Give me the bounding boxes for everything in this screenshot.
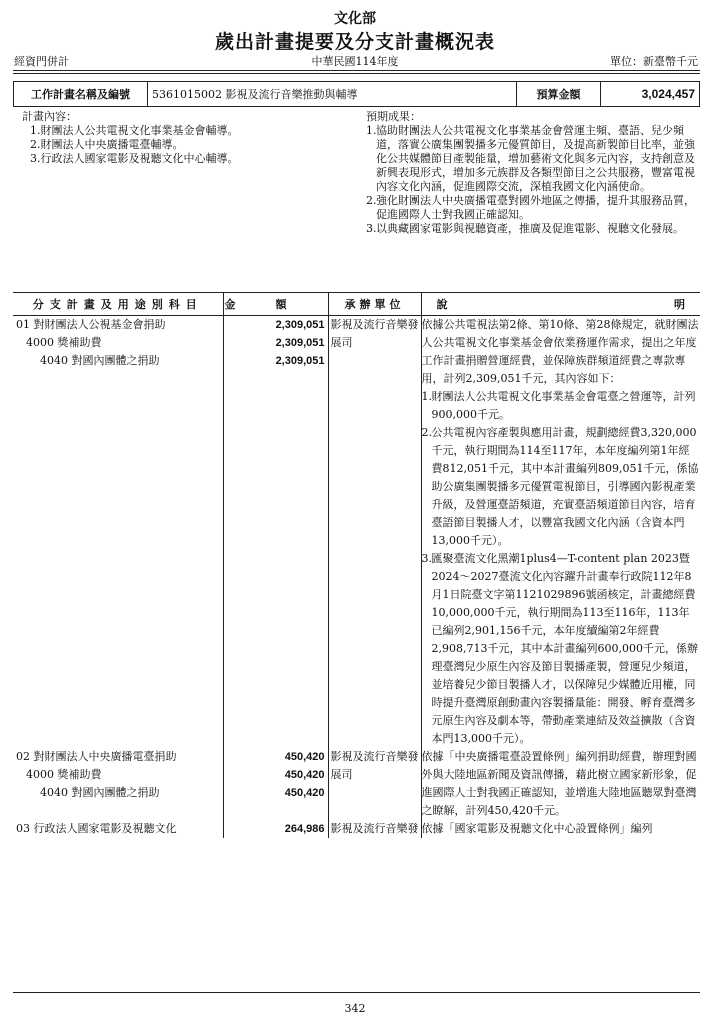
subject-name: 4040 對國內團體之捐助 — [40, 786, 160, 799]
agency-name: 展司 — [330, 336, 353, 349]
plan-content-item: 2.財團法人中央廣播電臺輔導。 — [30, 138, 184, 151]
result-number: 2. — [366, 194, 377, 207]
fund-type-note: 經資門併計 — [14, 55, 69, 68]
result-item — [366, 222, 696, 236]
description-intro: 依據「中央廣播電臺設置條例」編列捐助經費，辦理對國外與大陸地區新聞及資訊傳播，藉此樹立國家新形象，促進國際人士對我國正確認知，並增進大陸地區聽眾對臺灣之瞭解，計列450,420千元。 — [421, 750, 697, 817]
result-item — [366, 124, 696, 194]
fiscal-year: 中華民國114年度 — [311, 55, 399, 68]
amount-value: 450,420 — [284, 787, 325, 799]
table-row — [13, 316, 700, 749]
subject-name: 4040 對國內團體之捐助 — [40, 354, 160, 367]
col-header-description — [421, 293, 700, 316]
plan-header-table — [13, 81, 700, 107]
org-name: 文化部 — [334, 11, 376, 27]
result-text: 以典藏國家電影與視聽資產，推廣及促進電影、視聽文化發展。 — [376, 222, 684, 235]
result-item — [366, 194, 696, 222]
col-header-subject: 分支計畫及用途別科目 — [13, 293, 223, 316]
page-title: 歲出計畫提要及分支計畫概況表 — [214, 31, 495, 53]
description-item — [422, 550, 701, 748]
subject-name: 01 對財團法人公視基金會捐助 — [16, 318, 166, 331]
item-text: 公共電視內容產製與應用計畫，規劃總經費3,320,000千元，執行期間為114至117年，本年度編列第1年經費812,051千元，其中本計畫編列809,051千元，係協助公廣集團製播多元優質電視節目，引導國內影視產業升級，及營運臺語頻道，充實臺語頻道節目內容，培育臺語節目製播人才，以豐富我國文化內涵（含資本門13,000千元）。 — [431, 426, 699, 547]
col-header-agency: 承辦單位 — [328, 293, 421, 316]
budget-label: 預算金額 — [517, 82, 601, 107]
table-row — [13, 748, 700, 820]
item-text: 匯聚臺流文化黑潮1plus4—T-content plan 2023暨2024～2027臺流文化內容躍升計畫奉行政院112年8月1日院臺文字第1121029896號函核定，計畫總經費10,000,000千元，執行期間為113至116年，113年已編列2,901,156千元，本年度續編第2年經費2,908,713千元，其中本計畫編列600,000千元，係辦理臺灣兒少原生內容及節目製播產製，營運兒少頻道，並培養兒少節目製播人才，以保障兒少媒體近用權，同時提升臺灣原創動畫內容製播量能：開發、孵育臺灣多元原生內容及劇本等，帶動產業連結及效益擴散（含資本門13,000千元）。 — [431, 552, 698, 745]
plan-content — [22, 110, 352, 166]
result-text: 協助財團法人公共電視文化事業基金會營運主頻、臺語、兒少頻道，落實公廣集團製播多元優質節目，及提高新製節目比率，並強化公共媒體節目產製能量，增加藝術文化與多元內容，支持創意及新興表現形式，增加多元族群及各類型節目之公共服務，豐富電視內容文化內涵，促進國際交流，深植我國文化內涵使命。 — [376, 124, 695, 193]
amount-value: 2,309,051 — [275, 319, 325, 331]
currency-unit: 單位：新臺幣千元 — [610, 55, 698, 68]
description-item — [422, 388, 701, 424]
plan-content-label: 計畫內容： — [22, 110, 77, 123]
plan-name-label: 工作計畫名稱及編號 — [14, 82, 148, 107]
item-number: 3. — [421, 552, 432, 565]
expected-results — [366, 110, 696, 236]
budget-value: 3,024,457 — [601, 82, 700, 107]
agency-name: 影視及流行音樂發 — [330, 750, 419, 763]
page-number: 342 — [344, 1002, 366, 1015]
col-header-description-a: 說 — [436, 298, 448, 311]
plan-content-item: 1.財團法人公共電視文化事業基金會輔導。 — [30, 124, 239, 137]
subject-name: 03 行政法人國家電影及視聽文化 — [16, 822, 177, 835]
result-text: 強化財團法人中央廣播電臺對國外地區之傳播，提升其服務品質，促進國際人士對我國正確認知。 — [376, 194, 695, 221]
agency-name: 影視及流行音樂發 — [330, 822, 419, 835]
expected-results-label: 預期成果： — [366, 110, 421, 123]
col-header-description-b: 明 — [674, 298, 685, 311]
amount-value: 264,986 — [284, 823, 325, 835]
header-rule — [13, 70, 700, 71]
description-intro: 依據「國家電影及視聽文化中心設置條例」編列 — [421, 822, 653, 835]
table-row — [13, 820, 700, 838]
amount-value: 2,309,051 — [275, 355, 325, 367]
agency-name: 影視及流行音樂發 — [330, 318, 419, 331]
item-text: 財團法人公共電視文化事業基金會電臺之營運等，計列900,000千元。 — [431, 390, 696, 421]
item-number: 1. — [421, 390, 432, 403]
table-bottom-rule — [13, 992, 700, 993]
result-number: 1. — [366, 124, 377, 137]
subject-name: 4000 獎補助費 — [26, 336, 102, 349]
amount-value: 450,420 — [284, 751, 325, 763]
sub-plan-table — [13, 292, 700, 838]
description-item — [422, 424, 701, 550]
description-intro: 依據公共電視法第2條、第10條、第28條規定，就財團法人公共電視文化事業基金會依業務運作需求，提出之年度工作計畫捐贈營運經費，並保障族群頻道經費之專款專用，計列2,309,051千元，其內容如下： — [421, 318, 699, 385]
subject-name: 02 對財團法人中央廣播電臺捐助 — [16, 750, 177, 763]
subject-name: 4000 獎補助費 — [26, 768, 102, 781]
plan-content-item: 3.行政法人國家電影及視聽文化中心輔導。 — [30, 152, 239, 165]
header-rule-2 — [13, 73, 700, 74]
col-header-amount: 金額 — [223, 293, 328, 316]
amount-value: 2,309,051 — [275, 337, 325, 349]
result-number: 3. — [366, 222, 377, 235]
item-number: 2. — [421, 426, 432, 439]
plan-name-value: 5361015002 影視及流行音樂推動與輔導 — [148, 82, 517, 107]
agency-name: 展司 — [330, 768, 353, 781]
amount-value: 450,420 — [284, 769, 325, 781]
